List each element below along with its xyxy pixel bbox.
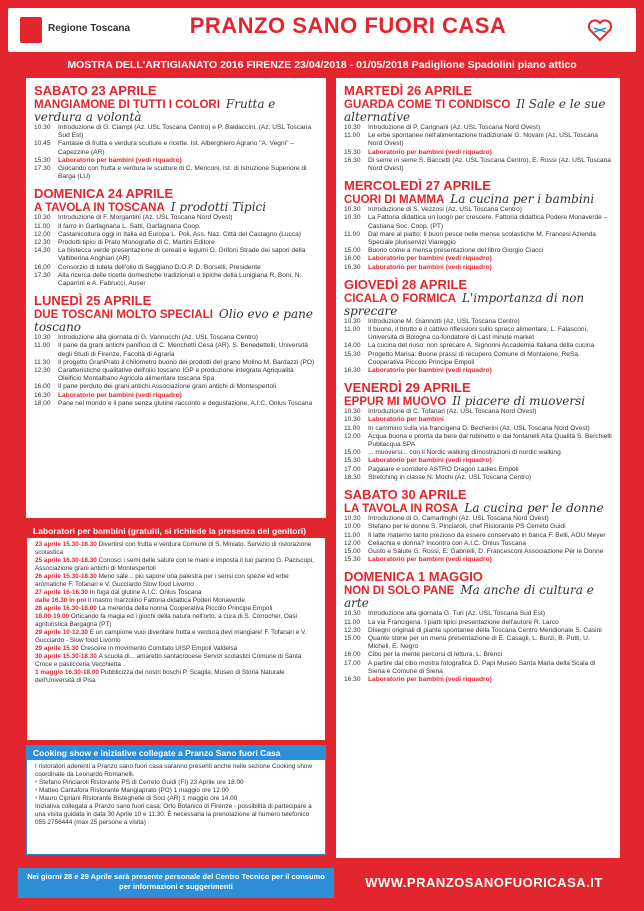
program-time: 15.30: [344, 457, 361, 465]
program-row: [344, 651, 612, 659]
lab-item: [35, 597, 317, 605]
kids-lab-box: [26, 523, 326, 741]
program-desc: Introduzione M. Giannotti (Az. USL Toscana Centro): [368, 317, 520, 325]
program-row: [34, 383, 318, 391]
lab-desc: Divertirsi con frutta e verdura Comune di S. Miniato. Servizio di ristorazione scolastica: [35, 541, 312, 556]
program-row: [344, 318, 612, 326]
program-time: 15.30: [344, 350, 361, 358]
program-row: [34, 359, 318, 367]
program-desc: Quante storie per un menù presentazione di E. Casagli, L. Burzi, B. Putti, U. Micheli, E. Negro: [368, 634, 590, 651]
program-desc: In cammino sulla via francigena D. Becherini (Az. USL Toscana Nord Ovest): [368, 424, 590, 432]
day-tagline: Il piacere di muoversi: [452, 394, 586, 409]
cooking-item: [35, 779, 317, 787]
day-block: [34, 294, 318, 408]
day-date: MERCOLEDÌ 27 APRILE: [344, 178, 491, 194]
day-theme: A TAVOLA IN TOSCANA I prodotti Tipici: [34, 200, 267, 215]
program-row: [34, 264, 318, 272]
lab-date: 29 aprile 10-12.30: [35, 629, 90, 636]
program-row: [344, 367, 612, 375]
program-time: 12.30: [34, 239, 51, 247]
lab-item: [35, 589, 317, 597]
program-desc: Laboratorio per bambini (vedi riquadro): [368, 263, 492, 271]
program-desc: Il pane da grani antichi panificio di C. Menchetti Cesa (AR). S. Benedettelli, Università degli Studi di Firenze, Facoltà di Agraria: [58, 342, 308, 358]
program-row: [344, 206, 612, 214]
program-time: 16.30: [344, 675, 361, 683]
program-time: 15.30: [344, 148, 361, 156]
program-row: [34, 334, 318, 342]
program-desc: Pane nel mondo e il pane senza glutine racconto e degustazione, A.I.C. Onlus Toscana: [58, 399, 313, 407]
program-row: [34, 231, 318, 239]
day-block: [34, 84, 318, 181]
day-theme: LA TAVOLA IN ROSA La cucina per le donne: [344, 501, 604, 516]
day-block: [344, 488, 612, 564]
regione-toscana-logo: [20, 17, 42, 43]
program-desc: Celiachia e donna? Incontro con A.I.C. Onlus Toscana: [368, 539, 526, 547]
program-desc: Pagaiare e sorridere ASTRO Dragon Ladies Empoli: [368, 465, 519, 473]
program-desc: La via Francigena. I piatti tipici presentazione dell'autore R. Larco: [368, 618, 559, 626]
program-desc: Fantasie di frutta e verdura sculture e ricette. Ist. Alberghiero Agrario "A. Vegni" – Capezzine (AR): [58, 140, 294, 156]
kids-lab-heading: Laboratori per bambini (gratuiti, si richiede la presenza dei genitori): [27, 524, 325, 538]
program-desc: Introduzione di G. Ciampi (Az. USL Toscana Centro) e P. Baldaccini, (Az. USL Toscana Sud Est): [58, 124, 312, 140]
program-time: 15.00: [344, 449, 361, 457]
program-time: 16.00: [34, 263, 51, 271]
program-time: 16.30: [344, 156, 361, 164]
website-link[interactable]: WWW.PRANZOSANOFUORICASA.IT: [365, 875, 603, 890]
program-desc: Introduzione di G. Camarlinghi (Az. USL Toscana Nord Ovest): [368, 515, 549, 523]
bullet-icon: •: [35, 787, 40, 794]
day-date: MARTEDÌ 26 APRILE: [344, 83, 473, 98]
lab-item: [35, 573, 317, 589]
lab-date: 26 aprile 15.30-18.30: [35, 573, 99, 580]
program-row: [344, 214, 612, 230]
lab-item: [35, 669, 317, 685]
program-desc: Cibo per la mente percorsi di lettura, L. Brenci: [368, 651, 503, 659]
program-desc: Laboratorio per bambini (vedi riquadro): [58, 391, 182, 399]
lab-desc: Pubblicizza dei nostri boschi P. Scaglia, Museo di Storia Naturale dell'Università di Pisa: [35, 669, 285, 684]
program-desc: Introduzione di P. Carignani (Az. USL Toscana Nord Ovest): [368, 124, 541, 131]
program-desc: Stretching in classe N. Mochi (Az. USL Toscana Centro): [368, 473, 532, 481]
day-theme: EPPUR MI MUOVO Il piacere di muoversi: [344, 394, 586, 409]
program-desc: Il latte materno tanto prezioso da essere conservato in banca F. Belli, AOU Meyer: [368, 531, 606, 539]
day-theme: NON DI SOLO PANE Ma anche di cultura e arte: [344, 583, 594, 611]
program-row: [344, 433, 612, 449]
program-time: 11.00: [344, 618, 361, 626]
program-time: 17.00: [344, 659, 361, 667]
lab-desc: Il mastro marzolino Fattoria didattica Poderi Monaverde: [87, 597, 245, 604]
program-row: [344, 124, 612, 132]
day-date: SABATO 30 APRILE: [344, 487, 467, 503]
day-block: [344, 84, 612, 173]
program-row: [344, 457, 612, 465]
lab-date: dalle 16.30 in poi: [35, 597, 88, 604]
program-time: 10.30: [344, 408, 361, 416]
cooking-extra: Iniziativa collegata a Pranzo sano fuori casa: Orto Botanico di Firenze - possibilità di partecipare a una visita guidata in data 30 Aprile 10 e 11.30. È necessaria la prenotazione al numero telefonico 055 2756444 (max 25 persone a visita): [35, 803, 312, 826]
org-name: Regione Toscana: [48, 23, 131, 34]
day-date: GIOVEDÌ 28 APRILE: [344, 276, 468, 292]
program-row: [344, 635, 612, 651]
program-row: [344, 342, 612, 350]
program-desc: Laboratorio per bambini (vedi riquadro): [368, 556, 492, 564]
day-theme: GUARDA COME TI CONDISCO Il Sale e le sue alternative: [344, 97, 606, 124]
program-row: [344, 619, 612, 627]
program-desc: Progetto Marisa: Buone prassi di recupero Comune di Montaione, ReSa, Cooperativa Piccolo Principe Empoli: [368, 350, 580, 366]
program-time: 16.00: [344, 651, 361, 659]
program-desc: Il pane perduto dei grani antichi Associazione grani antichi di Montespertoli: [58, 383, 277, 391]
cooking-item-text: Matteo Cantafora Ristorante Mangiaprato (PO) 1 maggio ore 12.00: [39, 787, 229, 794]
program-desc: Le erbe spontanee nell'alimentazione tradizionale G. Novani (Az. USL Toscana Nord Ovest): [368, 132, 598, 148]
day-date: VENERDÌ 29 APRILE: [344, 380, 471, 396]
program-row: [344, 149, 612, 157]
program-time: 10.45: [34, 140, 51, 148]
program-row: [34, 400, 318, 408]
program-time: 14.00: [344, 342, 361, 350]
program-time: 11.00: [344, 424, 361, 432]
program-desc: Laboratorio per bambini (vedi riquadro): [368, 457, 492, 465]
day-date: SABATO 23 APRILE: [34, 83, 157, 98]
program-row: [344, 532, 612, 540]
cooking-intro: I ristoratori aderenti a Pranzo sano fuori casa saranno presenti anche nelle sezione Cooking show coordinate da Leonardo Romanelli.: [35, 763, 313, 778]
program-time: 15.00: [344, 547, 361, 555]
program-row: [344, 474, 612, 482]
day-tagline: I prodotti Tipici: [170, 200, 267, 215]
program-row: [344, 556, 612, 564]
program-time: 16.30: [34, 391, 51, 399]
program-desc: Giocando con frutta e verdura le sculture di C. Menconi, Ist. di Istruzione Superiore di Barga (LU): [58, 165, 307, 181]
lab-item: [35, 605, 317, 613]
day-tagline: Frutta e verdura a volontà: [34, 97, 276, 124]
program-time: 12.30: [34, 367, 51, 375]
program-row: [344, 676, 612, 684]
program-desc: Alla ricerca delle ricette domestiche tradizionali e tipiche della Lunigiana R. Boni, N. Caparrini e A. Fabrucci, Auser: [58, 271, 302, 288]
program-time: 18.00: [34, 399, 51, 407]
program-row: [344, 351, 612, 367]
day-tagline: Ma anche di cultura e arte: [344, 583, 594, 611]
day-tagline: La cucina per le donne: [464, 501, 604, 516]
program-time: 11.00: [344, 326, 361, 334]
program-row: [344, 416, 612, 424]
program-time: 11.00: [344, 132, 361, 140]
program-desc: Castanicoltura oggi in Italia ed Europa L. Poli, Ass. Naz. Città del Castagno (Lucca): [58, 230, 301, 238]
header-bar: [8, 8, 636, 52]
program-time: 16.30: [344, 367, 361, 375]
day-block: [344, 179, 612, 272]
lab-item: [35, 557, 317, 573]
program-row: [34, 367, 318, 383]
program-row: [344, 425, 612, 433]
program-desc: La bistecca verde presentazione di cereali e legumi G. Grifoni Strade dei sapori della Valtiberina Anghiari (AR): [58, 247, 306, 263]
lab-date: 27 aprile 16-16.30: [35, 589, 90, 596]
program-time: 10.30: [344, 214, 361, 222]
cooking-show-heading: Cooking show e iniziative collegate a Pranzo Sano fuori Casa: [27, 746, 325, 760]
program-desc: Laboratorio per bambini: [368, 416, 444, 424]
program-time: 10.30: [344, 610, 361, 618]
program-desc: Laboratorio per bambini (vedi riquadro): [368, 148, 492, 156]
program-time: 11.00: [34, 342, 51, 350]
lab-date: 25 aprile 16.30-18.30: [35, 557, 99, 564]
program-desc: Acqua buona e pronta da bere dal rubinetto e dai fontanelli Alta Qualità S. Berchielli Publiacqua SPA: [368, 432, 612, 449]
program-desc: Introduzione di C. Tofanari (Az. USL Toscana Nord Ovest): [368, 408, 537, 416]
program-time: 10.30: [34, 124, 51, 131]
program-row: [344, 326, 612, 342]
program-desc: Buono come a mensa presentazione del libro Giorgio Ciacci: [368, 247, 544, 255]
cooking-item: [35, 787, 317, 795]
program-desc: Prodotti tipici di Prato Monografie di C. Martini Editore: [58, 239, 215, 247]
program-time: 10.30: [34, 214, 51, 222]
program-row: [344, 540, 612, 548]
program-row: [344, 157, 612, 173]
cooking-item: [35, 795, 317, 803]
program-row: [34, 223, 318, 231]
lab-item: [35, 541, 317, 557]
lab-desc: Meno sale... più sapore una palestra per i sensi con spezie ed erbe aromatiche F. Tofanari e V. Gucciardo Slow food Livorno: [35, 573, 289, 588]
day-block: [344, 278, 612, 375]
program-time: 17.00: [344, 465, 361, 473]
program-row: [34, 342, 318, 358]
lab-date: 18.00-19.00: [35, 613, 71, 620]
cooking-list: [35, 779, 317, 803]
program-row: [34, 239, 318, 247]
heart-icon: [586, 16, 614, 44]
program-time: 12.00: [344, 539, 361, 547]
program-time: 15.30: [34, 156, 51, 164]
page-title: PRANZO SANO FUORI CASA: [189, 13, 507, 38]
program-row: [344, 548, 612, 556]
program-row: [344, 449, 612, 457]
program-desc: ... muoversi... con il Nordic walking dimostrazioni di nordic walking: [368, 449, 561, 457]
program-desc: Introduzione alla giornata di G. Vannucchi (Az. USL Toscana Centro): [58, 334, 258, 342]
program-time: 12.30: [344, 626, 361, 634]
day-theme: MANGIAMONE DI TUTTI I COLORI Frutta e verdura a volontà: [34, 97, 276, 124]
program-desc: La Fattoria didattica un luogo per crescere. Fattoria didattica Podere Monaverde – Castiana Soc. Coop. (PT): [368, 214, 608, 230]
program-desc: Laboratorio per bambini (vedi riquadro): [368, 675, 492, 683]
bullet-icon: •: [35, 779, 40, 786]
day-date: DOMENICA 1 MAGGIO: [344, 569, 483, 585]
right-program: [336, 78, 620, 858]
program-time: 15.00: [344, 634, 361, 642]
program-time: 16.00: [34, 383, 51, 391]
day-block: [34, 187, 318, 288]
lab-desc: Conosci i semi delle salute con le mani e imposta il tuo panino G. Paciscopi, Associazione grani antichi di Montespertoli: [35, 557, 314, 572]
program-desc: Consorzio di tutela dell'olio di Seggiano D.O.P. D. Borselli, Presidente: [58, 263, 261, 271]
day-date: DOMENICA 24 APRILE: [34, 186, 174, 202]
program-desc: Dal mare al piatto: Il buon pesce nelle mense scolastiche M. Francesi Azienda Speciale pluriservizi Viareggio: [368, 230, 596, 247]
program-desc: A partire dal cibo mostra fotografica D. Papi Museo Santa Maria della Scala di Siena e Comune di Siena: [368, 659, 596, 675]
program-time: 17.30: [34, 271, 51, 279]
cooking-show-box: [26, 745, 326, 855]
program-desc: La cucina del riuso: non sprecare A. Signorini Accademia Italiana della cucina: [368, 342, 595, 350]
program-row: [34, 165, 318, 181]
event-subtitle: MOSTRA DELL'ARTIGIANATO 2016 FIRENZE 23/04/2018 - 01/05/2018 Padiglione Spadolini piano attico: [67, 59, 577, 71]
program-row: [34, 140, 318, 156]
program-row: [344, 255, 612, 263]
lab-date: 29 aprile 15.30: [35, 645, 81, 652]
lab-desc: A scuola di... amaretto santacrocese Servizi scolastici Comune di Santa Croce e pasticceria Vecchietta: [35, 653, 302, 668]
day-tagline: L'importanza di non sprecare: [344, 290, 585, 318]
program-desc: Introduzione di S. Vezzosi (Az. USL Toscana Centro): [368, 206, 522, 214]
program-desc: Di seme in seme S. Baccetti (Az. USL Toscana Centro), E. Rossi (Az. USL Toscana Nord Ovest): [368, 156, 611, 173]
program-time: 11.00: [34, 222, 51, 230]
lab-item: [35, 613, 317, 629]
cooking-show-body: [27, 760, 325, 830]
day-theme: CUORI DI MAMMA La cucina per i bambini: [344, 192, 595, 207]
lab-date: 1 maggio 16.30-18.00: [35, 669, 101, 676]
lab-desc: Orticando fa magia ed i giochi della natura nell'orto, a cura di S. Corrocher, Oasi agrituristica Bargagna (PT): [35, 613, 297, 628]
program-row: [344, 247, 612, 255]
lab-date: 28 aprile 16.30-18.00: [35, 605, 99, 612]
bullet-icon: •: [35, 795, 40, 802]
info-note: Nei giorni 28 e 29 Aprile sarà presente personale del Centro Tecnico per il consumo per informazioni e suggerimenti: [18, 868, 334, 898]
program-time: 15.30: [344, 556, 361, 564]
program-time: 10.30: [344, 416, 361, 424]
program-row: [34, 157, 318, 165]
program-desc: Caratteristiche qualitative dell'olio toscano IGP e produzione integrata Agriqualità Oleificio Montalbano Agricola alimentare toscana Spa: [58, 367, 294, 383]
program-row: [344, 466, 612, 474]
program-row: [344, 627, 612, 635]
program-time: 10.00: [344, 523, 361, 531]
program-desc: Il progetto GranPrato il chilometro buono dei prodotti del grano Molino M. Bardazzi (PO): [58, 358, 315, 366]
program-time: 12.00: [34, 230, 51, 238]
program-time: 10.30: [34, 334, 51, 342]
program-desc: Introduzione alla giornata G. Turi (Az. USL Toscana Sud Est): [368, 610, 546, 618]
program-time: 12.00: [344, 432, 361, 440]
program-row: [344, 515, 612, 523]
program-row: [344, 231, 612, 247]
lab-date: 23 aprile 15.30-18.30: [35, 541, 99, 548]
program-desc: Stefano per le donne S. Pinciaroli, chef Ristorante PS Cerreto Guidi: [368, 523, 566, 531]
lab-date: 30 aprile 15.30-18.30: [35, 653, 99, 660]
lab-item: [35, 653, 317, 669]
program-time: 10.30: [344, 124, 361, 131]
day-date: LUNEDÌ 25 APRILE: [34, 293, 152, 309]
program-time: 11.30: [34, 358, 51, 366]
program-row: [344, 132, 612, 148]
program-time: 17.30: [34, 165, 51, 173]
program-row: [344, 660, 612, 676]
program-time: 10.30: [344, 317, 361, 325]
lab-desc: Crescere in movimento Comitato UISP Empoli Valdelsa: [80, 645, 238, 652]
lab-desc: La merenda della nonna Cooperativa Piccolo Principe Empoli: [98, 605, 273, 612]
program-time: 14.30: [34, 247, 51, 255]
program-desc: Laboratorio per bambini (vedi riquadro): [368, 255, 492, 263]
program-time: 16.30: [344, 263, 361, 271]
program-time: 18.30: [344, 473, 361, 481]
program-desc: Il farro in Garfagnana L. Satti, Garfagnana Coop.: [58, 222, 201, 230]
program-row: [34, 214, 318, 222]
program-row: [34, 124, 318, 140]
lab-item: [35, 645, 317, 653]
program-row: [344, 610, 612, 618]
day-tagline: Olio evo e pane toscano: [34, 307, 313, 335]
program-desc: Introduzione di F. Morgantini (Az. USL Toscana Nord Ovest): [58, 214, 233, 222]
day-tagline: La cucina per i bambini: [450, 192, 595, 207]
program-time: 10.30: [344, 206, 361, 214]
lab-desc: E un campione vuoi diventare frutta e verdura devi mangiare! F. Tofanari e V. Gucciardo - Slow food Livorno: [35, 629, 307, 644]
program-time: 11.00: [344, 230, 361, 238]
program-row: [34, 272, 318, 288]
program-time: 11.00: [344, 531, 361, 539]
program-time: 16.00: [344, 255, 361, 263]
kids-lab-list: [27, 538, 325, 688]
left-program: [26, 78, 326, 518]
program-desc: Il buono, il brutto e il cattivo riflessioni sullo spreco alimentare, L. Falasconi, Università di Bologna co-fondatore di Last minute market: [368, 326, 588, 342]
program-desc: Gusto e Salute G. Rossi, E. Gabrielli, D. Francesconi Associazione Per le Donne: [368, 547, 604, 555]
cooking-item-text: Mauro Cipriani Ristorante Bisteghelle di Soci (AR) 1 maggio ore 14.00: [39, 795, 238, 802]
program-row: [344, 264, 612, 272]
day-theme: CICALA O FORMICA L'importanza di non sprecare: [344, 290, 585, 318]
program-row: [344, 523, 612, 531]
program-desc: Laboratorio per bambini (vedi riquadro): [368, 367, 492, 375]
day-theme: DUE TOSCANI MOLTO SPECIALI Olio evo e pane toscano: [34, 307, 313, 335]
day-block: [344, 570, 612, 684]
day-block: [344, 381, 612, 482]
lab-item: [35, 629, 317, 645]
program-time: 15.00: [344, 247, 361, 255]
program-desc: Disegni originali di piante spontanee della Toscana Centro Meridionale S. Casini: [368, 626, 602, 634]
cooking-item-text: Stefano Pinciaroli Ristorante PS di Cerreto Guidi (FI) 23 Aprile ore 18.00: [39, 779, 244, 786]
program-row: [34, 247, 318, 263]
program-time: 10.30: [344, 515, 361, 523]
program-row: [344, 408, 612, 416]
program-desc: Laboratorio per bambini (vedi riquadro): [58, 156, 182, 164]
program-row: [34, 392, 318, 400]
day-tagline: Il Sale e le sue alternative: [344, 97, 606, 124]
lab-desc: In fuga dal glutine A.I.C. Onlus Toscana: [89, 589, 202, 596]
